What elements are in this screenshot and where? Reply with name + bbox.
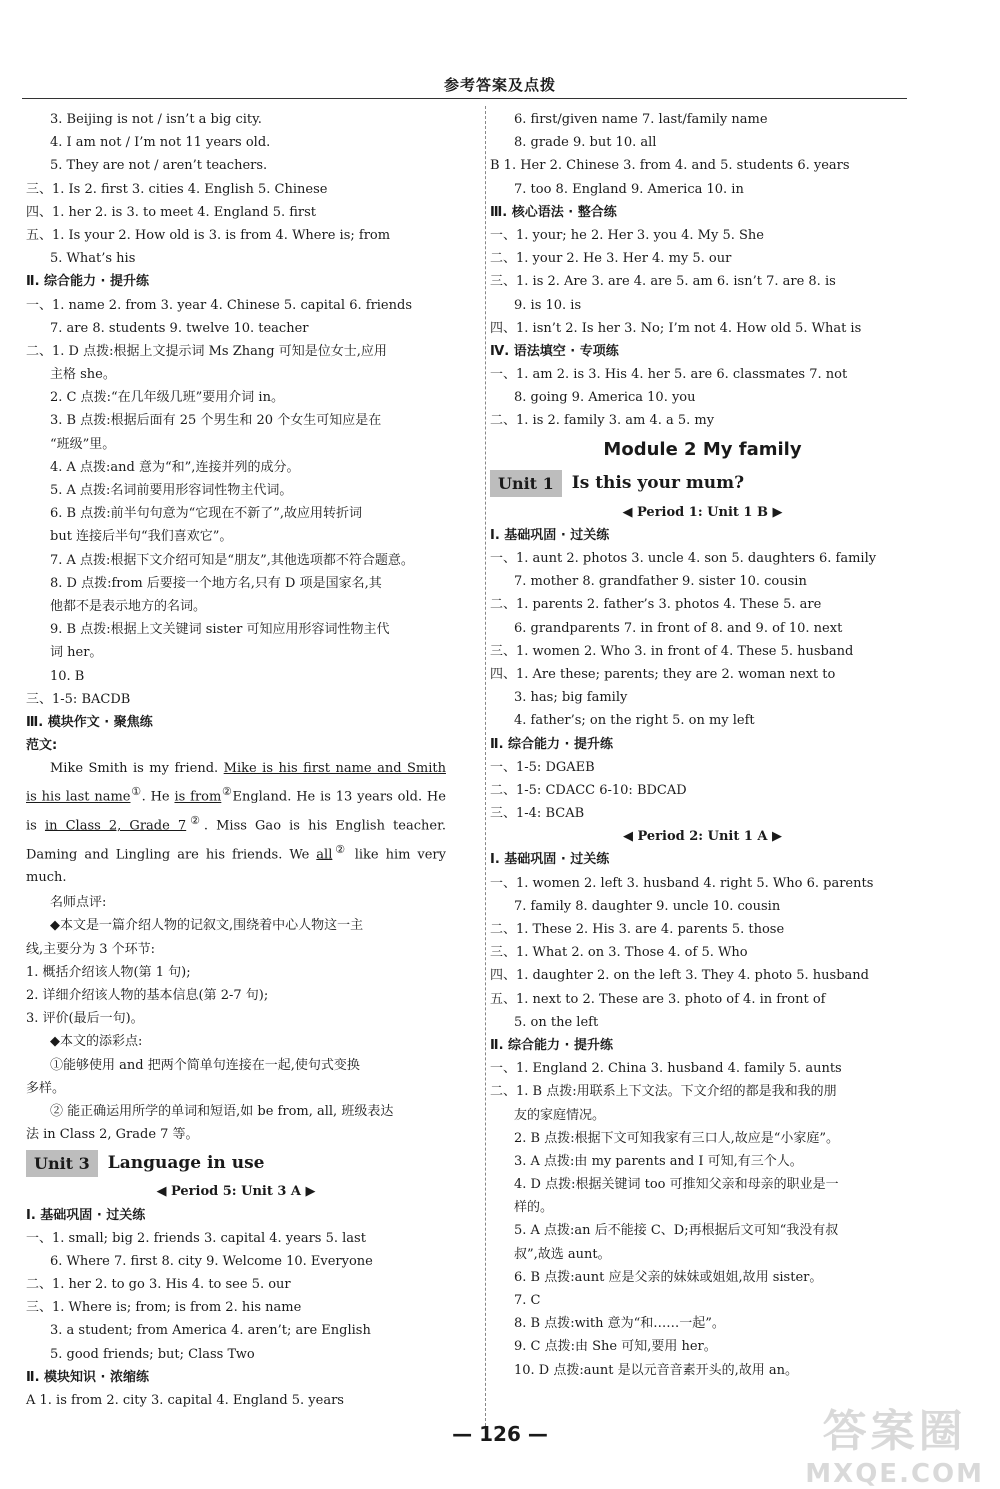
answer-line: 3. a student; from America 4. aren’t; are English	[50, 1323, 371, 1339]
answer-line: 2. 详细介绍该人物的基本信息(第 2-7 句);	[26, 988, 269, 1003]
header-rule	[22, 98, 907, 99]
answer-line: 3. B 点拨:根据后面有 25 个男生和 20 个女生可知应是在	[50, 413, 382, 429]
answer-line: 9. C 点拨:由 She 可知,要用 her。	[514, 1339, 717, 1355]
answer-line: 主格 she。	[50, 367, 116, 383]
unit1-a-answer-lines	[490, 848, 915, 1381]
answer-line: 3. 评价(最后一句)。	[26, 1011, 144, 1027]
answer-line: 5. A 点拨:名词前要用形容词性物主代词。	[50, 483, 293, 498]
answer-line: A 1. is from 2. city 3. capital 4. England 5. years	[26, 1393, 344, 1408]
answer-line: 9. B 点拨:根据上文关键词 sister 可知应用形容词性物主代	[50, 622, 390, 638]
page-header-title: 参考答案及点拨	[443, 76, 556, 94]
answer-line: 4. father’s; on the right 5. on my left	[514, 713, 755, 729]
answer-line: 3. A 点拨:由 my parents and I 可知,有三个人。	[514, 1153, 803, 1169]
answer-line: 6. B 点拨:前半句句意为“它现在不新了”,故应用转折词	[50, 506, 363, 522]
answer-line: 7. too 8. England 9. America 10. in	[514, 181, 744, 197]
answer-line: 6. B 点拨:aunt 应是父亲的妹妹或姐姐,故用 sister。	[514, 1269, 823, 1285]
answer-line: 二、1. B 点拨:用联系上下文法。下文介绍的都是我和我的朋	[490, 1084, 837, 1100]
answer-line: 1. 概括介绍该人物(第 1 句);	[26, 964, 191, 980]
essay-text: England. He is 13 years old. He is	[26, 789, 446, 834]
answer-line: 5. A 点拨:an 后不能接 C、D;再根据后文可知“我没有叔	[514, 1223, 839, 1239]
answer-line: 词 her。	[50, 645, 103, 661]
answer-line: but 连接后半句“我们喜欢它”。	[50, 529, 233, 545]
answer-line: 三、1. is 2. Are 3. are 4. are 5. am 6. isn’t 7. are 8. is	[490, 274, 836, 290]
answer-line: 10. D 点拨:aunt 是以元音音素开头的,故用 an。	[514, 1362, 798, 1378]
section-heading: Ⅱ. 模块知识 · 浓缩练	[26, 1369, 150, 1385]
section-heading: Ⅱ. 综合能力 · 提升练	[490, 736, 614, 752]
answer-line: 7. mother 8. grandfather 9. sister 10. cousin	[514, 574, 807, 590]
answer-line: 4. A 点拨:and 意为“和”,连接并列的成分。	[50, 459, 300, 475]
answer-line: 一、1. England 2. China 3. husband 4. family 5. aunts	[490, 1061, 842, 1077]
module-title: Module 2 My family	[603, 438, 802, 460]
answer-line: 四、1. isn’t 2. Is her 3. No; I’m not 4. How old 5. What is	[490, 320, 862, 336]
essay-text: . He	[141, 789, 175, 805]
essay-text: like him very much.	[26, 846, 446, 886]
answer-line: 二、1-5: CDACC 6-10: BDCAD	[490, 782, 687, 798]
answer-line: 三、1-4: BCAB	[490, 806, 585, 822]
answer-line: 4. I am not / I’m not 11 years old.	[50, 135, 271, 151]
answer-line: B 1. Her 2. Chinese 3. from 4. and 5. students 6. years	[490, 158, 850, 174]
answer-line: 8. B 点拨:with 意为“和……一起”。	[514, 1316, 725, 1332]
section-heading: Ⅱ. 综合能力 · 提升练	[26, 274, 150, 290]
answer-line: 5. good friends; but; Class Two	[50, 1346, 255, 1362]
section-heading: Ⅲ. 核心语法 · 整合练	[490, 204, 617, 220]
answer-line: ② 能正确运用所学的单词和短语,如 be from, all, 班级表达	[50, 1103, 394, 1119]
answer-line: 一、1. name 2. from 3. year 4. Chinese 5. capital 6. friends	[26, 297, 412, 313]
left-answer-lines	[26, 108, 446, 757]
section-heading: Ⅰ. 基础巩固 · 过关练	[490, 852, 610, 868]
answer-line: 6. grandparents 7. in front of 8. and 9. of 10. next	[514, 620, 843, 636]
essay-mark: ②	[332, 842, 348, 856]
answer-line: 一、1. women 2. left 3. husband 4. right 5. Who 6. parents	[490, 875, 874, 891]
answer-line: ◆本文的添彩点:	[50, 1034, 143, 1050]
period-label: ◀ Period 5: Unit 3 A ▶	[156, 1184, 316, 1200]
answer-line: 6. Where 7. first 8. city 9. Welcome 10. Everyone	[50, 1253, 373, 1269]
answer-line: 一、1-5: DGAEB	[490, 759, 595, 775]
model-essay	[26, 757, 446, 889]
essay-underline: all	[316, 846, 333, 862]
answer-line: 四、1. daughter 2. on the left 3. They 4. photo 5. husband	[490, 968, 869, 984]
answer-line: 一、1. small; big 2. friends 3. capital 4. years 5. last	[26, 1230, 366, 1246]
unit1-heading	[490, 467, 915, 501]
answer-line: 四、1. her 2. is 3. to meet 4. England 5. first	[26, 204, 317, 220]
answer-line: 友的家庭情况。	[514, 1107, 606, 1123]
unit3-answer-lines	[26, 1204, 446, 1413]
answer-line: 一、1. am 2. is 3. His 4. her 5. are 6. classmates 7. not	[490, 367, 848, 383]
period-label: ◀ Period 2: Unit 1 A ▶	[622, 829, 783, 845]
teacher-comment-lines	[26, 891, 446, 1146]
answer-line: 多样。	[26, 1080, 66, 1096]
essay-mark: ①	[130, 785, 142, 799]
unit-title: Language in use	[107, 1152, 265, 1173]
answer-line: 4. D 点拨:根据关键词 too 可推知父亲和母亲的职业是一	[514, 1177, 839, 1193]
section-heading: Ⅰ. 基础巩固 · 过关练	[26, 1207, 146, 1223]
watermark-logo	[805, 1395, 984, 1489]
answer-line: 3. Beijing is not / isn’t a big city.	[50, 112, 262, 127]
answer-line: 叔”,故选 aunt。	[514, 1246, 611, 1262]
answer-line: 二、1. is 2. family 3. am 4. a 5. my	[490, 413, 715, 429]
answer-line: 名师点评:	[50, 895, 107, 911]
answer-line: 6. first/given name 7. last/family name	[514, 112, 768, 127]
answer-line: 9. is 10. is	[514, 297, 582, 313]
answer-line: 三、1. What 2. on 3. Those 4. of 5. Who	[490, 945, 748, 961]
answer-line: 2. C 点拨:“在几年级几班”要用介词 in。	[50, 390, 284, 406]
essay-underline: is from	[174, 789, 222, 805]
answer-line: 三、1. Is 2. first 3. cities 4. English 5. Chinese	[26, 181, 328, 197]
answer-line: 8. grade 9. but 10. all	[514, 135, 657, 151]
answer-line: 10. B	[50, 668, 85, 684]
watermark-text: 答案圈	[822, 1406, 967, 1457]
answer-line: 7. A 点拨:根据下文介绍可知是“朋友”,其他选项都不符合题意。	[50, 552, 414, 568]
answer-line: 7. family 8. daughter 9. uncle 10. cousin	[514, 898, 781, 914]
unit-title: Is this your mum?	[571, 473, 745, 494]
answer-line: 二、1. parents 2. father’s 3. photos 4. These 5. are	[490, 597, 822, 613]
essay-text: Mike Smith is my friend.	[50, 761, 224, 777]
answer-line: 一、1. your; he 2. Her 3. you 4. My 5. She	[490, 227, 764, 243]
answer-line: 7. C	[514, 1293, 541, 1308]
section-heading: Ⅰ. 基础巩固 · 过关练	[490, 527, 610, 543]
answer-line: 3. has; big family	[514, 690, 628, 706]
section-heading: 范文:	[26, 738, 58, 754]
essay-text: . Miss Gao is his English teacher. Daming and Lingling are his friends. We	[26, 818, 446, 862]
answer-line: 三、1. Where is; from; is from 2. his name	[26, 1300, 302, 1316]
answer-line: 一、1. aunt 2. photos 3. uncle 4. son 5. daughters 6. family	[490, 551, 877, 566]
answer-line: 二、1. These 2. His 3. are 4. parents 5. those	[490, 922, 785, 937]
essay-underline: Mike is his first name and Smith is his last name	[26, 761, 446, 805]
unit-tag: Unit 3	[26, 1150, 98, 1177]
answer-line: 7. are 8. students 9. twelve 10. teacher	[50, 320, 309, 336]
answer-line: 5. on the left	[514, 1014, 599, 1030]
answer-line: 三、1-5: BACDB	[26, 691, 131, 707]
essay-mark: ②	[221, 785, 233, 799]
answer-line: 5. What’s his	[50, 251, 136, 267]
answer-line: 二、1. her 2. to go 3. His 4. to see 5. our	[26, 1277, 291, 1293]
unit3-heading	[26, 1146, 446, 1180]
watermark-url: MXQE.COM	[805, 1459, 984, 1489]
unit-tag: Unit 1	[490, 470, 562, 497]
answer-line: ①能够使用 and 把两个简单句连接在一起,使句式变换	[50, 1057, 360, 1073]
answer-line: 五、1. next to 2. These are 3. photo of 4. in front of	[490, 991, 826, 1007]
answer-line: 线,主要分为 3 个环节:	[26, 941, 156, 957]
essay-mark: ②	[186, 813, 204, 827]
answer-line: 2. B 点拨:根据下文可知我家有三口人,故应是“小家庭”。	[514, 1130, 840, 1146]
section-heading: Ⅱ. 综合能力 · 提升练	[490, 1037, 614, 1053]
page-number: — 126 —	[452, 1422, 548, 1446]
right-column	[490, 108, 915, 1382]
answer-line: ◆本文是一篇介绍人物的记叙文,围绕着中心人物这一主	[50, 918, 364, 934]
answer-line: 他都不是表示地方的名词。	[50, 598, 207, 614]
answer-line: 五、1. Is your 2. How old is 3. is from 4. Where is; from	[26, 227, 391, 243]
answer-line: 二、1. D 点拨:根据上文提示词 Ms Zhang 可知是位女士,应用	[26, 343, 387, 359]
answer-line: 二、1. your 2. He 3. Her 4. my 5. our	[490, 251, 732, 267]
period-label: ◀ Period 1: Unit 1 B ▶	[622, 504, 783, 520]
left-column	[26, 108, 446, 1412]
essay-underline: in Class 2, Grade 7	[44, 818, 187, 834]
answer-line: 三、1. women 2. Who 3. in front of 4. These 5. husband	[490, 643, 854, 659]
unit1-b-answer-lines	[490, 524, 915, 825]
answer-line: 8. D 点拨:from 后要接一个地方名,只有 D 项是国家名,其	[50, 575, 382, 591]
answer-line: 5. They are not / aren’t teachers.	[50, 158, 268, 174]
answer-line: 样的。	[514, 1200, 554, 1216]
column-divider	[485, 106, 486, 1436]
section-heading: Ⅲ. 模块作文 · 聚焦练	[26, 714, 153, 730]
answer-line: 法 in Class 2, Grade 7 等。	[26, 1127, 199, 1143]
right-answer-lines	[490, 108, 915, 433]
answer-line: “班级”里。	[50, 436, 116, 452]
answer-line: 8. going 9. America 10. you	[514, 390, 696, 406]
section-heading: Ⅳ. 语法填空 · 专项练	[490, 343, 619, 359]
answer-line: 四、1. Are these; parents; they are 2. woman next to	[490, 666, 836, 682]
